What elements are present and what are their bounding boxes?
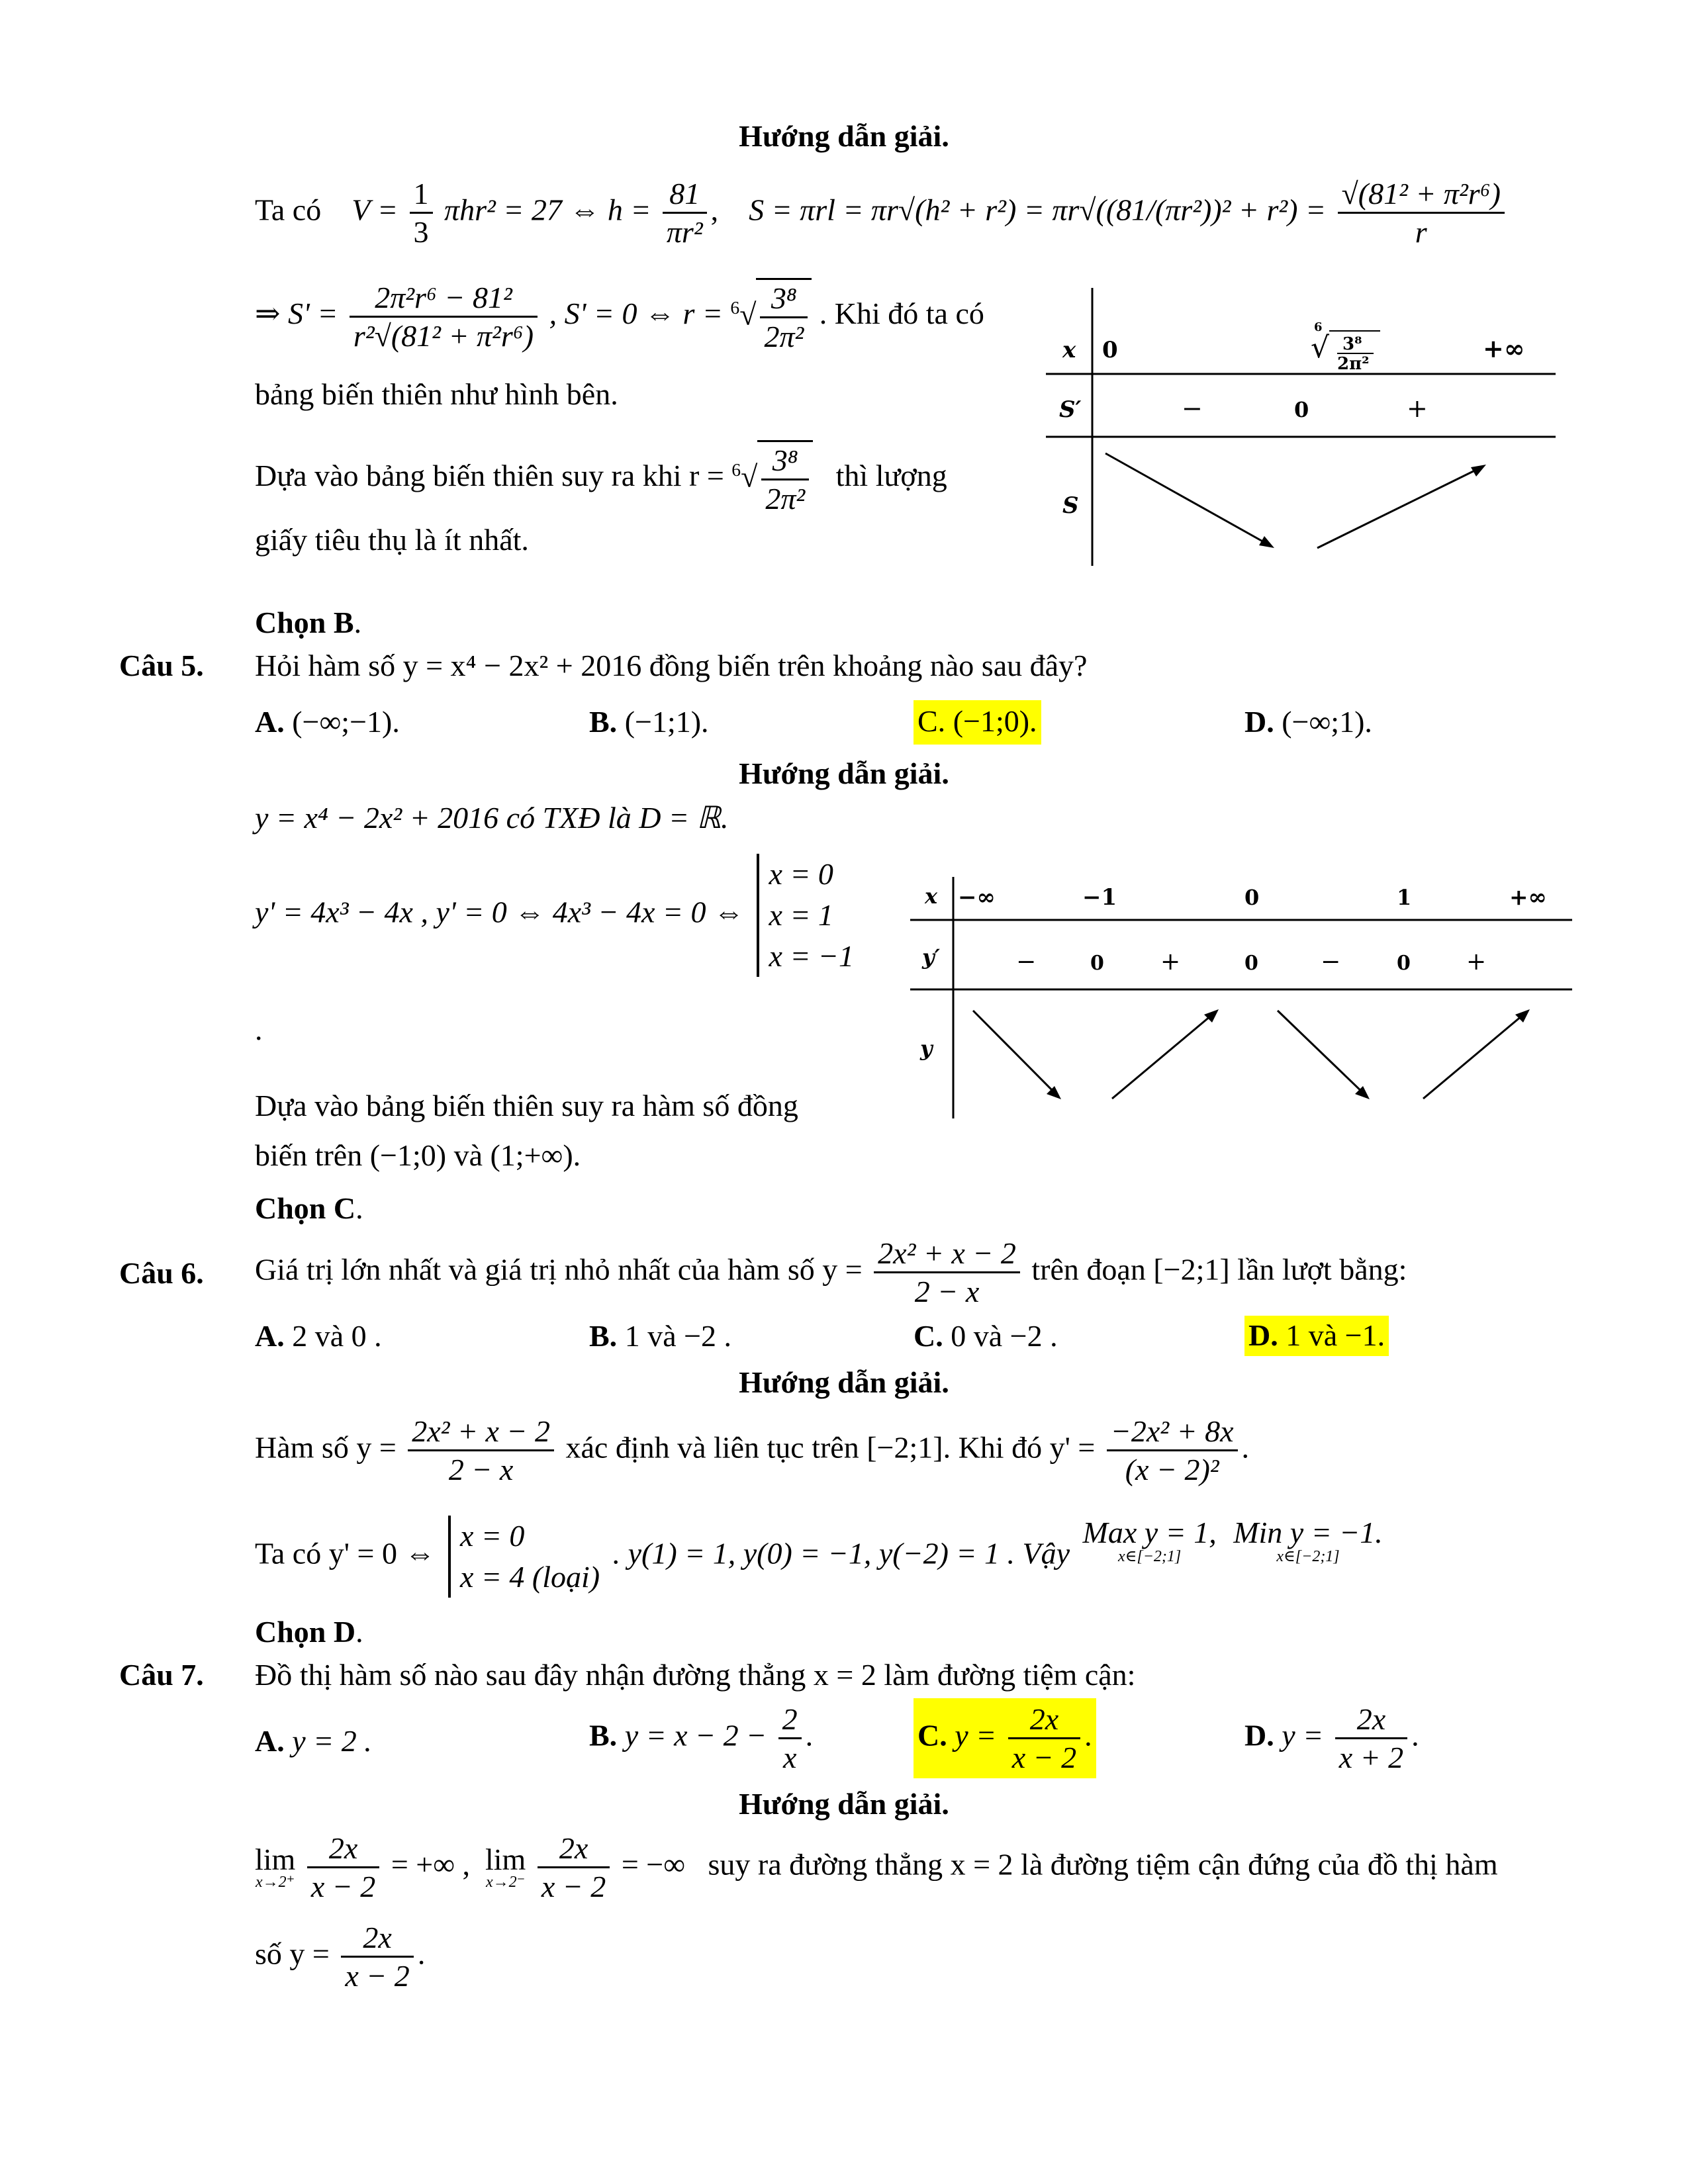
fraction: $\frac{\text{2x² + x − 2}}{2 - x}$ [874, 1235, 1020, 1310]
cau5-label: Câu 5. [119, 649, 204, 682]
limit-2: lim x→2⁻ [485, 1843, 526, 1891]
text: Giá trị lớn nhất và giá trị nhỏ nhất của hàm số y = [255, 1252, 870, 1287]
arrow-down-2 [1278, 1011, 1366, 1095]
text: suy ra đường thẳng x = 2 là đường tiệm cận đứng của đồ thị hàm [708, 1847, 1498, 1882]
max-expression: Max y = 1, x∈[−2;1] [1082, 1516, 1217, 1565]
cau4-line1: Ta có V = $\frac{1}{3}$ πhr² = 27 ⇔ h = $\frac{81}{\text{πr²}}$ , S = πrl = πr√(h² + r²) = πr√((81/(πr²))² + r²) = $\frac{\text{√(81² + π²r⁶)}}{r}$ [255, 175, 1509, 250]
heading-huong-dan-5: Hướng dẫn giải. [739, 756, 949, 790]
table-x-neg-inf: −∞ [958, 884, 996, 911]
cau4-line3: bảng biến thiên như hình bên. [255, 377, 618, 411]
text: thì lượng [835, 458, 947, 492]
cau4-answer: Chọn B. [255, 606, 362, 639]
cau7-option-b[interactable]: B. y = x − 2 − $\frac{2}{x}$ . [589, 1702, 814, 1775]
text: Dựa vào bảng biến thiên suy ra khi r = [255, 458, 732, 492]
cau6-question [255, 1235, 1407, 1310]
table-root-index: 6 [1314, 320, 1323, 334]
math: y' = 4x³ − 4x , y' = 0 ⇔ 4x³ − 4x = 0 ⇔ [255, 895, 744, 929]
math: , S' = 0 ⇔ r = [549, 296, 731, 330]
variation-table-cau4 [1046, 285, 1556, 569]
heading-huong-dan-4: Hướng dẫn giải. [739, 119, 949, 153]
cau5-answer: Chọn C. [255, 1191, 363, 1225]
fraction: $\frac{\text{2x² + x − 2}}{2 - x}$ [408, 1413, 554, 1488]
cau7-line2: số y = $\frac{2x}{x - 2}$ . [255, 1919, 425, 1994]
system-of-solutions: x = 0 x = 4 (loại) [448, 1516, 600, 1598]
cau7-line1: lim x→2⁺ $\frac{2x}{x - 2}$ = +∞ , lim x→2⁻ $\frac{2x}{x - 2}$ = −∞ suy ra đường thẳng x = 2 là đường tiệm cận đứng của đồ thị hàm [255, 1830, 1498, 1905]
limit-1: lim x→2⁺ [255, 1843, 296, 1891]
text: Ta có [255, 193, 322, 227]
cau4-line2 [255, 278, 984, 355]
table-S-label: S [1062, 492, 1079, 519]
table-x-one: 1 [1397, 885, 1412, 910]
arrow-up-2 [1423, 1013, 1526, 1099]
math: ⇒ S' = [255, 296, 346, 330]
fraction: $\frac{\text{−2x² + 8x}}{\text{(x − 2)²}}$ [1107, 1413, 1238, 1488]
cau6-option-a[interactable]: A. 2 và 0 . [255, 1319, 382, 1353]
sign-1: − [1016, 948, 1037, 976]
root-expression: $^6$√ $\frac{\text{3⁸}}{\text{2π²}}$ [730, 278, 812, 355]
table-x0: 0 [1102, 337, 1118, 363]
fraction: $\frac{2x}{x - 2}$ [307, 1830, 379, 1905]
text: xác định và liên tục trên [−2;1]. Khi đó y' = [565, 1430, 1103, 1465]
min-expression: Min y = −1. x∈[−2;1] [1233, 1516, 1383, 1565]
cau7-option-a[interactable]: A. y = 2 . [255, 1724, 372, 1758]
cau7-question: Đồ thị hàm số nào sau đây nhận đường thẳng x = 2 làm đường tiệm cận: [255, 1658, 1136, 1692]
math: S = πrl = πr√(h² + r²) = πr√((81/(πr²))² + r²) = [749, 193, 1334, 227]
sign-4: 0 [1244, 952, 1258, 975]
table-sign-plus: + [1407, 394, 1428, 423]
table-x-inf: +∞ [1483, 334, 1525, 363]
text: trên đoạn [−2;1] lần lượt bằng: [1031, 1252, 1407, 1287]
arrow-down [1105, 453, 1271, 546]
table-sign-zero: 0 [1294, 397, 1309, 422]
arrow-up [1317, 467, 1483, 548]
table-root-sign: √ [1311, 331, 1330, 365]
cau6-answer: Chọn D. [255, 1615, 363, 1649]
cau6-line1: Hàm số y = $\frac{\text{2x² + x − 2}}{2 - x}$ xác định và liên tục trên [−2;1]. Khi đó y' = $\frac{\text{−2x² + 8x}}{\text{(x − 2)²}}$ . [255, 1413, 1249, 1488]
cau5-option-b[interactable]: B. (−1;1). [589, 705, 709, 739]
cau6-label: Câu 6. [119, 1256, 204, 1290]
cau5-option-d[interactable]: D. (−∞;1). [1244, 705, 1372, 739]
table-root-den: 2π² [1337, 354, 1370, 374]
system-of-solutions: x = 0 x = 1 x = −1 [757, 854, 854, 977]
sign-2: 0 [1090, 952, 1104, 975]
cau7-option-d[interactable]: D. y = $\frac{2x}{x + 2}$ . [1244, 1702, 1419, 1775]
sign-3: + [1160, 948, 1181, 976]
heading-huong-dan-6: Hướng dẫn giải. [739, 1365, 949, 1399]
cau6-option-c[interactable]: C. 0 và −2 . [914, 1319, 1058, 1353]
cau4-line4 [255, 440, 947, 517]
table-dy-label: y′ [922, 944, 941, 970]
cau5-question: Hỏi hàm số y = x⁴ − 2x² + 2016 đồng biến trên khoảng nào sau đây? [255, 649, 1088, 682]
cau5-dot: . [255, 1013, 263, 1046]
arrow-up-1 [1112, 1013, 1215, 1099]
cau5-line4: biến trên (−1;0) và (1;+∞). [255, 1138, 581, 1172]
cau5-line3: Dựa vào bảng biến thiên suy ra hàm số đồng [255, 1089, 798, 1122]
table-x-pos-inf: +∞ [1509, 884, 1547, 911]
variation-table-cau5 [910, 864, 1572, 1122]
arrowhead-up [1471, 465, 1486, 477]
fraction: $\frac{81}{\text{πr²}}$ [663, 175, 707, 250]
heading-huong-dan-7: Hướng dẫn giải. [739, 1787, 949, 1821]
table-x-label: x [925, 884, 938, 909]
table-root-num: 3⁸ [1342, 334, 1362, 354]
cau7-label: Câu 7. [119, 1658, 204, 1692]
text: Hàm số y = [255, 1430, 404, 1465]
arrow-down-1 [973, 1011, 1057, 1095]
table-x-label: x [1062, 337, 1076, 363]
fraction: $\frac{\text{2π²r⁶ − 81²}}{\text{r²√(81² + π²r⁶)}}$ [350, 279, 538, 354]
text: . y(1) = 1, y(0) = −1, y(−2) = 1 . Vậy [612, 1536, 1070, 1570]
table-sign-minus: − [1182, 394, 1203, 423]
cau6-line2 [255, 1516, 1383, 1598]
cau4-line5: giấy tiêu thụ là ít nhất. [255, 523, 529, 557]
fraction: $\frac{2x}{x - 2}$ [538, 1830, 610, 1905]
table-y-label: y [920, 1036, 933, 1061]
fraction: $\frac{2x}{x - 2}$ [341, 1919, 413, 1994]
cau5-option-c-correct[interactable]: C. (−1;0). [914, 700, 1041, 745]
math: V = [352, 193, 406, 227]
cau5-line1: y = x⁴ − 2x² + 2016 có TXĐ là D = ℝ. [255, 801, 729, 835]
cau7-option-c-correct[interactable]: C. y = $\frac{2x}{x - 2}$ . [914, 1698, 1096, 1778]
math: πhr² = 27 ⇔ h = [444, 193, 659, 227]
table-x-neg1: −1 [1082, 884, 1117, 911]
fraction: $\frac{1}{3}$ [410, 175, 433, 250]
cau6-option-b[interactable]: B. 1 và −2 . [589, 1319, 732, 1353]
root-expression: $^6$√ $\frac{\text{3⁸}}{\text{2π²}}$ [731, 440, 813, 517]
arrowhead-down [1259, 536, 1274, 548]
cau5-option-a[interactable]: A. (−∞;−1). [255, 705, 400, 739]
fraction: $\frac{\text{√(81² + π²r⁶)}}{r}$ [1338, 175, 1505, 250]
sign-7: + [1466, 948, 1487, 976]
table-x-zero: 0 [1244, 885, 1260, 910]
cau5-line2 [255, 854, 859, 977]
sign-5: − [1321, 948, 1341, 976]
sign-6: 0 [1397, 952, 1411, 975]
cau6-option-d-correct[interactable]: D. 1 và −1. [1244, 1316, 1389, 1356]
text: . Khi đó ta có [819, 296, 984, 330]
table-dS-label: S′ [1059, 396, 1082, 423]
text: Ta có y' = 0 ⇔ [255, 1536, 436, 1570]
